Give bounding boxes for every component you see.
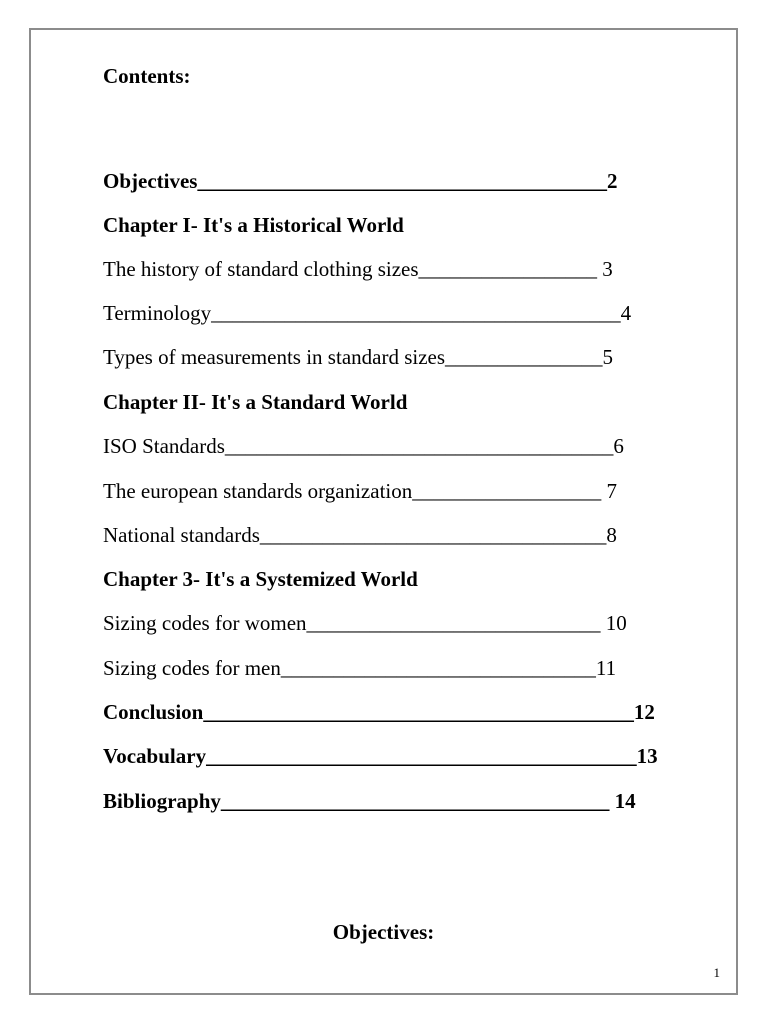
toc-entry-european: The european standards organization__________________ 7 xyxy=(103,479,617,503)
toc-entry-terminology: Terminology_______________________________________4 xyxy=(103,301,632,325)
objectives-section-title: Objectives: xyxy=(332,920,435,944)
toc-entry-history: The history of standard clothing sizes_________________ 3 xyxy=(103,257,613,281)
document-page xyxy=(29,28,738,995)
page-number: 1 xyxy=(713,965,720,980)
toc-entry-objectives: Objectives_______________________________________2 xyxy=(103,169,618,193)
toc-entry-men: Sizing codes for men______________________________11 xyxy=(103,656,617,680)
toc-entry-women: Sizing codes for women____________________________ 10 xyxy=(103,611,627,635)
toc-entry-iso: ISO Standards_____________________________________6 xyxy=(103,434,624,458)
contents-heading: Contents: xyxy=(103,64,191,88)
toc-entry-vocabulary: Vocabulary_________________________________________13 xyxy=(103,744,658,768)
toc-chapter-2-heading: Chapter II- It's a Standard World xyxy=(103,390,408,414)
toc-entry-national: National standards_________________________________8 xyxy=(103,523,617,547)
toc-entry-bibliography: Bibliography_____________________________________ 14 xyxy=(103,789,636,813)
toc-entry-measurements: Types of measurements in standard sizes_______________5 xyxy=(103,345,614,369)
toc-chapter-3-heading: Chapter 3- It's a Systemized World xyxy=(103,567,418,591)
toc-entry-conclusion: Conclusion_________________________________________12 xyxy=(103,700,655,724)
toc-chapter-1-heading: Chapter I- It's a Historical World xyxy=(103,213,404,237)
